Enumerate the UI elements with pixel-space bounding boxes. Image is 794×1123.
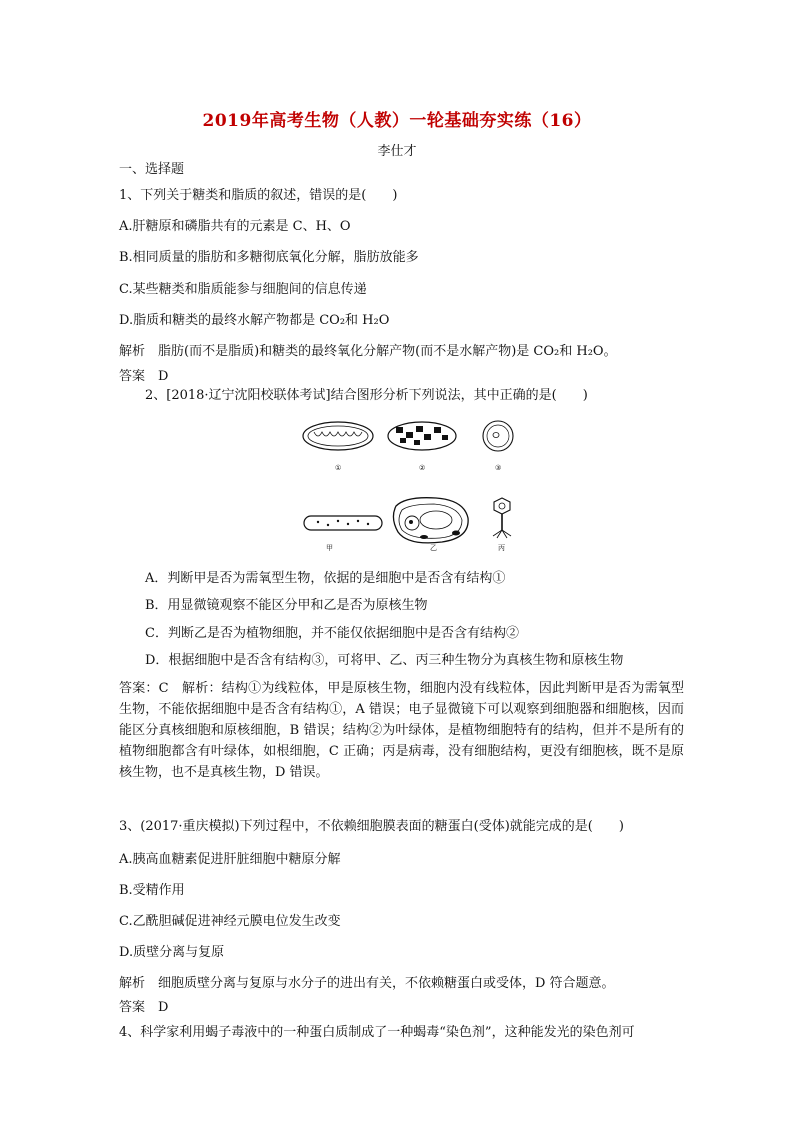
q1-option-b: B.相同质量的脂肪和多糖彻底氧化分解，脂肪放能多 bbox=[119, 250, 419, 265]
figure-label-jia: 甲 bbox=[326, 544, 333, 552]
figure-label-3: ③ bbox=[495, 464, 502, 472]
q3-option-d: D.质壁分离与复原 bbox=[119, 945, 225, 960]
figure-label-2: ② bbox=[419, 464, 426, 472]
q2-option-c: C．判断乙是否为植物细胞，并不能仅依据细胞中是否含有结构② bbox=[145, 626, 519, 641]
nucleus-drawing bbox=[483, 421, 513, 451]
q1-option-a: A.肝糖原和磷脂共有的元素是 C、H、O bbox=[119, 219, 351, 234]
q3-answer: 答案 D bbox=[119, 1000, 169, 1015]
cell-structure-figure bbox=[296, 418, 536, 556]
q3-option-a: A.胰高血糖素促进肝脏细胞中糖原分解 bbox=[119, 852, 341, 867]
figure-label-bing: 丙 bbox=[498, 544, 505, 552]
q3-option-c: C.乙酰胆碱促进神经元膜电位发生改变 bbox=[119, 914, 341, 929]
author: 李仕才 bbox=[377, 144, 417, 159]
q4-stem: 4、科学家利用蝎子毒液中的一种蛋白质制成了一种蝎毒“染色剂”，这种能发光的染色剂可 bbox=[119, 1025, 635, 1040]
q3-option-b: B.受精作用 bbox=[119, 883, 185, 898]
q2-option-b: B．用显微镜观察不能区分甲和乙是否为原核生物 bbox=[145, 598, 428, 613]
q3-stem: 3、(2017·重庆模拟)下列过程中，不依赖细胞膜表面的糖蛋白(受体)就能完成的是( ) bbox=[119, 819, 624, 834]
figure-label-1: ① bbox=[335, 464, 342, 472]
q1-stem: 1、下列关于糖类和脂质的叙述，错误的是( ) bbox=[119, 188, 398, 203]
q2-option-d: D．根据细胞中是否含有结构③，可将甲、乙、丙三种生物分为真核生物和原核生物 bbox=[145, 653, 624, 668]
mitochondrion-drawing bbox=[303, 422, 373, 450]
q2-stem: 2、[2018·辽宁沈阳校联体考试]结合图形分析下列说法，其中正确的是( ) bbox=[145, 388, 588, 403]
plant-cell-drawing bbox=[393, 498, 468, 543]
q1-answer: 答案 D bbox=[119, 369, 169, 384]
figure-label-yi: 乙 bbox=[430, 544, 437, 552]
q3-analysis: 解析 细胞质壁分离与复原与水分子的进出有关，不依赖糖蛋白或受体，D 符合题意。 bbox=[119, 976, 615, 991]
q1-option-c: C.某些糖类和脂质能参与细胞间的信息传递 bbox=[119, 282, 367, 297]
q2-option-a: A．判断甲是否为需氧型生物，依据的是细胞中是否含有结构① bbox=[145, 571, 506, 586]
q2-answer-analysis: 答案：C 解析：结构①为线粒体，甲是原核生物，细胞内没有线粒体，因此判断甲是否为需氧型生物，不能依据细胞中是否含有结构①，A 错误；电子显微镜下可以观察到细胞器和细胞核，因而能区分真核细胞和原核细胞，B 错误；结构②为叶绿体，是植物细胞特有的结构，但并不是所有的植物细胞都含有叶绿体，如根细胞，C 正确；丙是病毒，没有细胞结构，更没有细胞核，既不是原核生物，也不是真核生物，D 错误。 bbox=[119, 681, 684, 780]
q1-option-d: D.脂质和糖类的最终水解产物都是 CO₂和 H₂O bbox=[119, 313, 390, 328]
virus-drawing bbox=[493, 498, 511, 538]
q1-analysis: 解析 脂肪(而不是脂质)和糖类的最终氧化分解产物(而不是水解产物)是 CO₂和 H₂O。 bbox=[119, 344, 617, 359]
bacterium-drawing bbox=[304, 516, 382, 530]
section-heading: 一、选择题 bbox=[119, 162, 185, 177]
page-title: 2019年高考生物（人教）一轮基础夯实练（16） bbox=[202, 111, 592, 131]
chloroplast-drawing bbox=[388, 422, 456, 450]
